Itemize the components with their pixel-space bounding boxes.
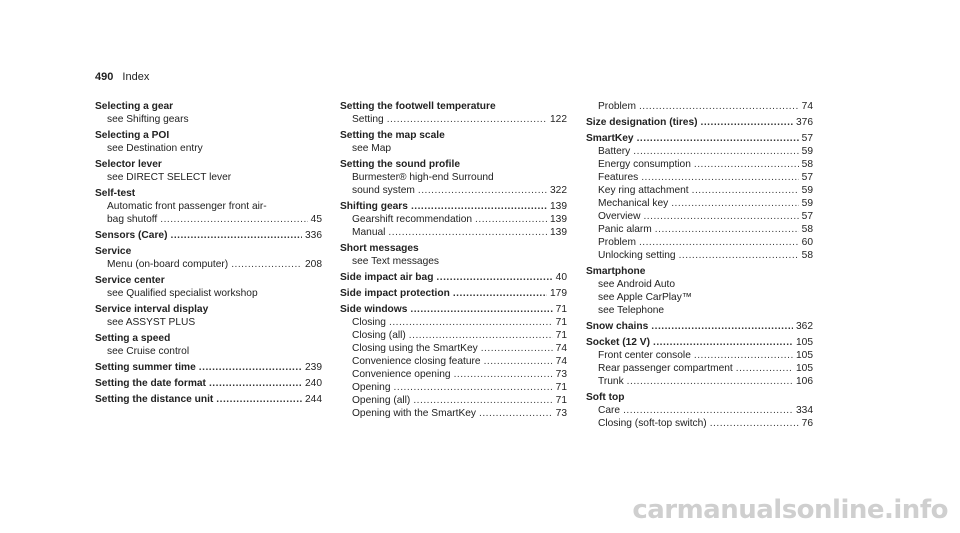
page-ref[interactable]: 40	[555, 272, 567, 283]
subentry-text: Gearshift recommendation	[352, 214, 473, 225]
entry-title: Size designation (tires)	[586, 117, 698, 128]
subentry-text: Trunk	[598, 376, 624, 387]
entry-title: Side impact air bag	[340, 272, 434, 283]
page-ref[interactable]: 208	[305, 259, 322, 270]
index-subentry[interactable]	[340, 394, 567, 407]
entry-title: Setting the date format	[95, 378, 206, 389]
page-ref[interactable]: 71	[555, 382, 567, 393]
dot-leader	[411, 200, 547, 213]
subentry-text: see DIRECT SELECT lever	[107, 172, 232, 183]
page-ref[interactable]: 73	[555, 408, 567, 419]
index-entry[interactable]	[340, 287, 567, 300]
subentry-text: Key ring attachment	[598, 185, 689, 196]
index-entry[interactable]	[586, 320, 813, 333]
index-subentry[interactable]	[586, 184, 813, 197]
page-ref[interactable]: 59	[801, 146, 813, 157]
dot-leader	[410, 303, 552, 316]
dot-leader	[209, 377, 302, 390]
dot-leader	[160, 213, 307, 226]
page-ref[interactable]: 45	[310, 214, 322, 225]
page-ref[interactable]: 139	[550, 201, 567, 212]
index-subentry[interactable]	[340, 381, 567, 394]
dot-leader	[639, 100, 799, 113]
index-subentry[interactable]	[95, 142, 322, 155]
page-ref[interactable]: 59	[801, 185, 813, 196]
page-ref[interactable]: 122	[550, 114, 567, 125]
subentry-text: Convenience closing feature	[352, 356, 481, 367]
index-entry[interactable]	[95, 187, 322, 200]
page-ref[interactable]: 179	[550, 288, 567, 299]
entry-title: Shifting gears	[340, 201, 408, 212]
index-entry[interactable]	[586, 336, 813, 349]
index-subentry[interactable]	[95, 345, 322, 358]
index-entry[interactable]	[95, 129, 322, 142]
page-ref[interactable]: 58	[801, 224, 813, 235]
entry-title: Selector lever	[95, 159, 162, 170]
subentry-text: Problem	[598, 101, 636, 112]
page-ref[interactable]: 71	[555, 317, 567, 328]
subentry-text: Features	[598, 172, 639, 183]
dot-leader	[418, 184, 547, 197]
index-entry[interactable]	[340, 100, 567, 113]
index-subentry[interactable]	[95, 316, 322, 329]
page-ref[interactable]: 58	[801, 250, 813, 261]
subentry-text: Closing	[352, 317, 386, 328]
entry-title: Setting the footwell temperature	[340, 101, 496, 112]
index-subentry[interactable]	[95, 113, 322, 126]
dot-leader	[710, 417, 799, 430]
subentry-text: Closing using the SmartKey	[352, 343, 478, 354]
index-subentry[interactable]	[586, 417, 813, 430]
index-subentry[interactable]	[586, 197, 813, 210]
dot-leader	[627, 375, 793, 388]
index-entry[interactable]	[340, 129, 567, 142]
index-subentry[interactable]	[586, 249, 813, 262]
index-subentry[interactable]	[340, 184, 567, 197]
index-entry[interactable]	[95, 332, 322, 345]
index-entry[interactable]	[95, 100, 322, 113]
subentry-text: Closing (soft-top switch)	[598, 418, 707, 429]
entry-title: Sensors (Care)	[95, 230, 168, 241]
page-ref[interactable]: 57	[801, 172, 813, 183]
index-subentry[interactable]	[95, 171, 322, 184]
dot-leader	[475, 213, 547, 226]
index-subentry[interactable]	[340, 355, 567, 368]
index-entry[interactable]	[340, 303, 567, 316]
dot-leader	[655, 223, 799, 236]
page-ref[interactable]: 105	[796, 337, 813, 348]
subentry-text: Overview	[598, 211, 641, 222]
subentry-text: Energy consumption	[598, 159, 691, 170]
page-ref[interactable]: 106	[796, 376, 813, 387]
page-ref[interactable]: 139	[550, 214, 567, 225]
dot-leader	[643, 210, 798, 223]
subentry-text: see Qualified specialist workshop	[107, 288, 258, 299]
subentry-text: Panic alarm	[598, 224, 652, 235]
subentry-text: bag shutoff	[107, 214, 158, 225]
dot-leader	[637, 132, 799, 145]
index-subentry[interactable]	[586, 100, 813, 113]
subentry-text: Battery	[598, 146, 631, 157]
subentry-text: Convenience opening	[352, 369, 451, 380]
dot-leader	[453, 287, 547, 300]
index-subentry[interactable]	[340, 226, 567, 239]
dot-leader	[484, 355, 553, 368]
entry-title: Setting the sound profile	[340, 159, 460, 170]
page-ref[interactable]: 76	[801, 418, 813, 429]
dot-leader	[481, 342, 553, 355]
subentry-text: see Destination entry	[107, 143, 203, 154]
index-subentry[interactable]	[340, 213, 567, 226]
page-ref[interactable]: 376	[796, 117, 813, 128]
dot-leader	[388, 226, 547, 239]
index-subentry[interactable]	[340, 316, 567, 329]
subentry-text: sound system	[352, 185, 415, 196]
dot-leader	[409, 329, 553, 342]
page-ref[interactable]: 362	[796, 321, 813, 332]
dot-leader	[170, 229, 302, 242]
index-entry[interactable]	[340, 158, 567, 171]
index-entry[interactable]	[95, 245, 322, 258]
page-ref[interactable]: 57	[801, 211, 813, 222]
index-subentry[interactable]	[586, 223, 813, 236]
entry-title: Smartphone	[586, 266, 646, 277]
index-column-2	[340, 100, 567, 423]
dot-leader	[623, 404, 793, 417]
index-entry[interactable]	[95, 158, 322, 171]
index-entry[interactable]	[586, 265, 813, 278]
subentry-text: Closing (all)	[352, 330, 406, 341]
subentry-text: see Text messages	[352, 256, 440, 267]
entry-title: Selecting a POI	[95, 130, 170, 141]
index-entry[interactable]	[95, 377, 322, 390]
index-subentry[interactable]	[95, 287, 322, 300]
page-ref[interactable]: 74	[555, 343, 567, 354]
dot-leader	[436, 271, 552, 284]
subentry-text: Manual	[352, 227, 386, 238]
index-entry[interactable]	[95, 229, 322, 242]
subentry-text: Care	[598, 405, 621, 416]
entry-title: Short messages	[340, 243, 419, 254]
dot-leader	[679, 249, 799, 262]
page-ref[interactable]: 57	[801, 133, 813, 144]
index-subentry[interactable]	[586, 145, 813, 158]
entry-title: Setting a speed	[95, 333, 171, 344]
dot-leader	[387, 113, 547, 126]
page-ref[interactable]: 322	[550, 185, 567, 196]
index-subentry[interactable]	[340, 255, 567, 268]
subentry-text: Automatic front passenger front air-	[107, 201, 267, 212]
page-ref[interactable]: 73	[555, 369, 567, 380]
entry-title: Side windows	[340, 304, 408, 315]
dot-leader	[651, 320, 793, 333]
index-subentry[interactable]	[95, 258, 322, 271]
dot-leader	[633, 145, 798, 158]
subentry-text: see ASSYST PLUS	[107, 317, 196, 328]
entry-title: Soft top	[586, 392, 625, 403]
dot-leader	[653, 336, 793, 349]
entry-title: Setting summer time	[95, 362, 196, 373]
dot-leader	[694, 349, 793, 362]
index-subentry[interactable]	[586, 278, 813, 291]
page-ref[interactable]: 334	[796, 405, 813, 416]
entry-title: Socket (12 V)	[586, 337, 650, 348]
subentry-text: Menu (on-board computer)	[107, 259, 229, 270]
subentry-text: Burmester® high-end Surround	[352, 172, 494, 183]
page-ref[interactable]: 74	[801, 101, 813, 112]
index-subentry[interactable]	[340, 368, 567, 381]
entry-title: Self-test	[95, 188, 136, 199]
index-subentry[interactable]	[586, 304, 813, 317]
entry-title: Snow chains	[586, 321, 649, 332]
entry-title: Service center	[95, 275, 165, 286]
index-subentry[interactable]	[586, 158, 813, 171]
index-subentry[interactable]	[586, 404, 813, 417]
index-entry[interactable]	[340, 200, 567, 213]
index-entry[interactable]	[340, 271, 567, 284]
entry-title: SmartKey	[586, 133, 634, 144]
entry-gap	[586, 430, 813, 433]
entry-title: Setting the distance unit	[95, 394, 214, 405]
page-ref[interactable]: 240	[305, 378, 322, 389]
index-subentry[interactable]	[586, 171, 813, 184]
dot-leader	[692, 184, 799, 197]
dot-leader	[639, 236, 799, 249]
page-ref[interactable]: 60	[801, 237, 813, 248]
dot-leader	[736, 362, 793, 375]
index-entry[interactable]	[95, 303, 322, 316]
index-subentry[interactable]	[586, 236, 813, 249]
index-entry[interactable]	[586, 391, 813, 404]
subentry-text: Problem	[598, 237, 636, 248]
page-ref[interactable]: 336	[305, 230, 322, 241]
page-ref[interactable]: 74	[555, 356, 567, 367]
page-ref[interactable]: 58	[801, 159, 813, 170]
index-subentry[interactable]	[586, 349, 813, 362]
subentry-text: Setting	[352, 114, 384, 125]
page-ref[interactable]: 71	[555, 304, 567, 315]
page-ref[interactable]: 239	[305, 362, 322, 373]
index-entry[interactable]	[95, 361, 322, 374]
dot-leader	[389, 316, 553, 329]
subentry-text: see Cruise control	[107, 346, 190, 357]
entry-title: Selecting a gear	[95, 101, 174, 112]
index-entry[interactable]	[586, 116, 813, 129]
index-entry[interactable]	[95, 274, 322, 287]
entry-gap	[95, 406, 322, 409]
index-subentry[interactable]	[586, 210, 813, 223]
page-ref[interactable]: 71	[555, 395, 567, 406]
subentry-text: Front center console	[598, 350, 691, 361]
subentry-text: Rear passenger compartment	[598, 363, 733, 374]
index-subentry[interactable]	[586, 375, 813, 388]
index-subentry[interactable]	[340, 329, 567, 342]
index-entry[interactable]	[586, 132, 813, 145]
dot-leader	[671, 197, 798, 210]
index-subentry[interactable]	[586, 291, 813, 304]
watermark-logo: carmanualsonline.info	[632, 495, 948, 525]
index-subentry[interactable]	[95, 200, 322, 213]
index-subentry[interactable]	[340, 342, 567, 355]
dot-leader	[394, 381, 553, 394]
page-ref[interactable]: 59	[801, 198, 813, 209]
dot-leader	[231, 258, 302, 271]
dot-leader	[199, 361, 302, 374]
subentry-text: Opening	[352, 382, 391, 393]
subentry-text: see Android Auto	[598, 279, 676, 290]
page-ref[interactable]: 105	[796, 363, 813, 374]
dot-leader	[701, 116, 793, 129]
subentry-text: Mechanical key	[598, 198, 669, 209]
page-header	[95, 71, 149, 83]
subentry-text: see Apple CarPlay™	[598, 292, 692, 303]
dot-leader	[454, 368, 553, 381]
section-label: Index	[122, 71, 150, 83]
entry-title: Side impact protection	[340, 288, 450, 299]
entry-title: Service	[95, 246, 132, 257]
index-subentry[interactable]	[586, 362, 813, 375]
index-entry[interactable]	[95, 393, 322, 406]
index-entry[interactable]	[340, 242, 567, 255]
dot-leader	[479, 407, 553, 420]
subentry-text: Unlocking setting	[598, 250, 676, 261]
index-column-3	[586, 100, 813, 433]
subentry-text: see Map	[352, 143, 392, 154]
entry-title: Service interval display	[95, 304, 209, 315]
page-ref[interactable]: 244	[305, 394, 322, 405]
entry-gap	[340, 420, 567, 423]
index-subentry[interactable]	[340, 113, 567, 126]
subentry-text: see Shifting gears	[107, 114, 189, 125]
subentry-text: Opening with the SmartKey	[352, 408, 477, 419]
page-number: 490	[95, 71, 114, 83]
dot-leader	[413, 394, 552, 407]
dot-leader	[216, 393, 302, 406]
index-column-1	[95, 100, 322, 409]
index-subentry[interactable]	[340, 407, 567, 420]
subentry-text: Opening (all)	[352, 395, 411, 406]
dot-leader	[641, 171, 798, 184]
index-subentry[interactable]	[95, 213, 322, 226]
page-ref[interactable]: 139	[550, 227, 567, 238]
subentry-text: see Telephone	[598, 305, 665, 316]
page-ref[interactable]: 105	[796, 350, 813, 361]
index-subentry[interactable]	[340, 142, 567, 155]
dot-leader	[694, 158, 799, 171]
index-subentry[interactable]	[340, 171, 567, 184]
page-ref[interactable]: 71	[555, 330, 567, 341]
entry-title: Setting the map scale	[340, 130, 445, 141]
